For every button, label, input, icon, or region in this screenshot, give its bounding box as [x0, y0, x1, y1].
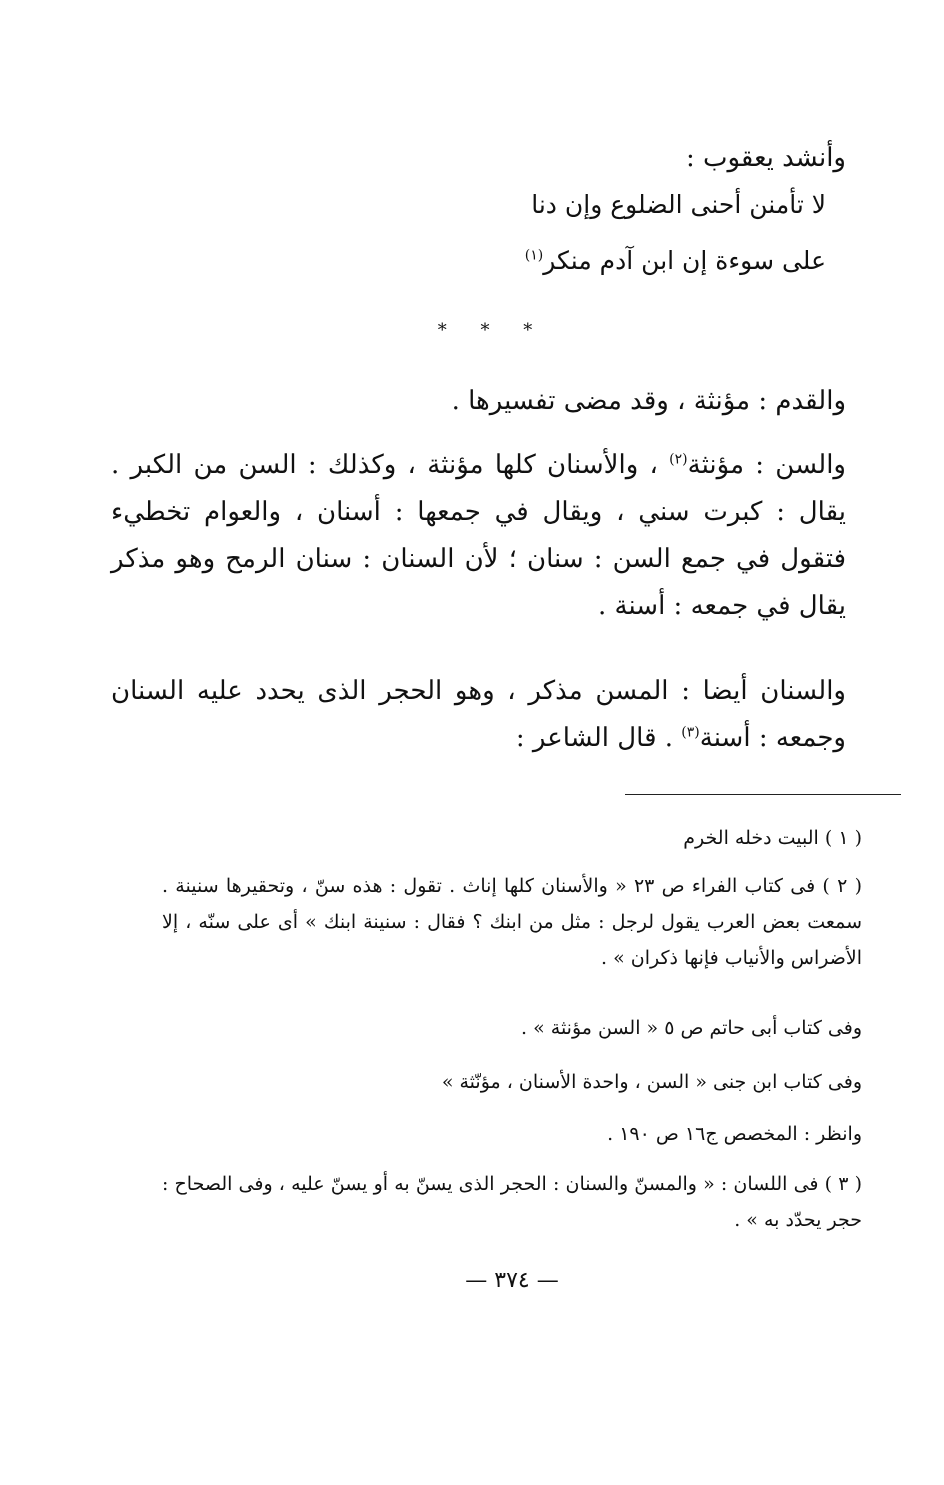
footnote-divider — [625, 794, 901, 795]
footnote-3: ( ٣ ) فى اللسان : « والمسنّ والسنان : الحجر الذى يسنّ به أو يسنّ عليه ، وفى الصحاح : حجر يحدّد به » . — [162, 1173, 863, 1231]
footnote-2-mukhassas: وانظر : المخصص ج١٦ ص ١٩٠ . — [607, 1123, 862, 1145]
footnote-marker-3: (٣) — [681, 724, 700, 741]
paragraph-sinn-part2: ، والأسنان كلها مؤنثة ، وكذلك : السن من الكبر . يقال : كبرت سني ، ويقال في جمعها : أسنان ، والعوام تخطيء فتقول في جمع السن : سنان ؛ لأن السنان : سنان الرمح وهو مذكر يقال في جمعه : أسنة . — [111, 450, 846, 621]
verse-line-2-text: على سوءة إن ابن آدم منكر — [543, 246, 826, 275]
footnote-2: ( ٢ ) فى كتاب الفراء ص ٢٣ « والأسنان كلها إناث . تقول : هذه سنّ ، وتحقيرها سنينة . سمعت بعض العرب يقول لرجل : مثل من ابنك ؟ فقال : سنينة ابنك » أى على سنّه ، إلا الأضراس والأنياب فإنها ذكران » . — [162, 875, 862, 969]
verse-line-2 — [166, 246, 826, 275]
footnote-2-abu-hatim: وفى كتاب أبى حاتم ص ٥ « السن مؤنثة » . — [521, 1017, 862, 1039]
footnote-marker-2: (٢) — [669, 451, 688, 468]
verse-line-1: لا تأمنن أحنى الضلوع وإن دنا — [531, 190, 826, 219]
paragraph-sinn — [111, 442, 846, 630]
paragraph-sinn-part1: والسن : مؤنثة — [687, 450, 846, 480]
paragraph-sinan-part1: والسنان أيضا : المسن مذكر ، وهو الحجر الذى يحدد عليه السنان وجمعه : أسنة — [111, 676, 846, 753]
paragraph-qadam: والقدم : مؤنثة ، وقد مضى تفسيرها . — [451, 386, 846, 416]
page-number: — ٣٧٤ — — [465, 1268, 559, 1293]
footnote-2-ibn-jinni: وفى كتاب ابن جنى « السن ، واحدة الأسنان ، مؤنّثة » — [441, 1071, 862, 1093]
intro-line: وأنشد يعقوب : — [686, 143, 846, 173]
paragraph-sinan-part2: . قال الشاعر : — [515, 723, 682, 753]
paragraph-sinan — [111, 668, 846, 762]
footnote-1: ( ١ ) البيت دخله الخرم — [683, 827, 862, 849]
section-separator: * * * — [437, 320, 547, 341]
footnote-marker-1: (١) — [524, 247, 544, 264]
